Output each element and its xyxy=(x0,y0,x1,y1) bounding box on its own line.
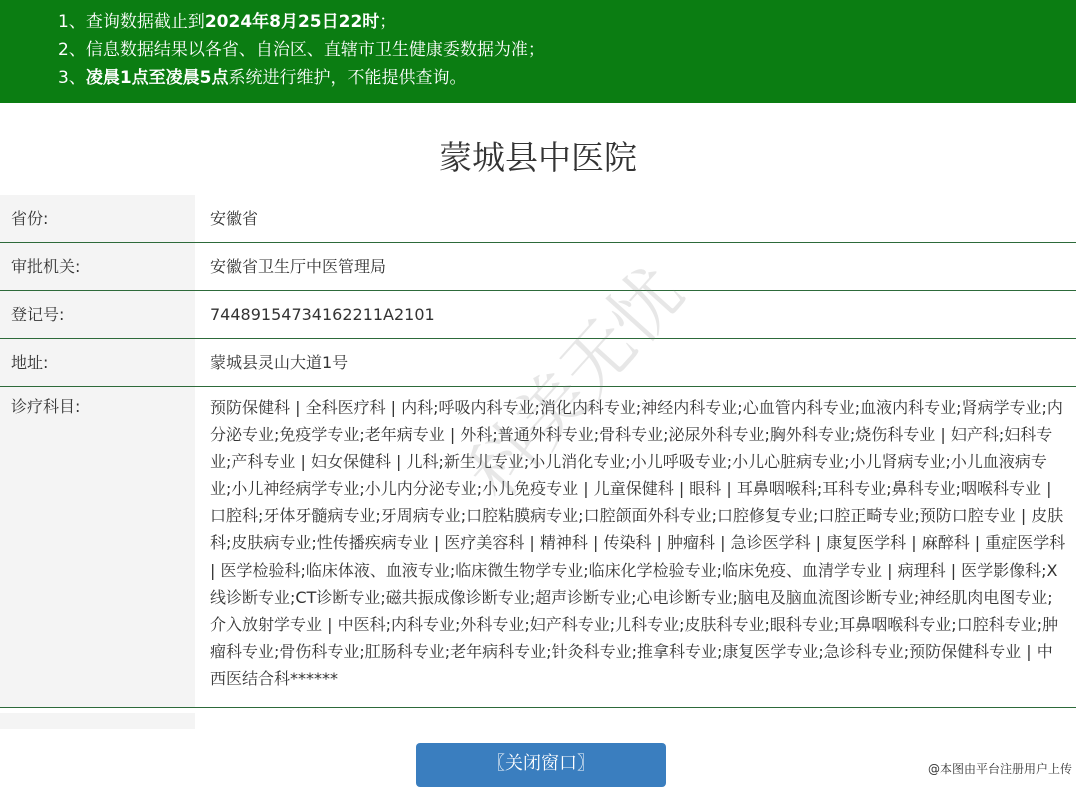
info-row-province xyxy=(0,195,1076,243)
info-label: 登记号: xyxy=(11,305,65,324)
info-row-departments xyxy=(0,387,1076,708)
info-row-empty xyxy=(0,713,1076,729)
info-value: 74489154734162211A2101 xyxy=(210,305,435,324)
close-window-button[interactable]: 〖关闭窗口〗 xyxy=(416,743,666,787)
info-row-address xyxy=(0,339,1076,387)
info-label: 省份: xyxy=(11,209,49,228)
info-value: 蒙城县灵山大道1号 xyxy=(210,353,349,372)
info-table xyxy=(0,195,1076,708)
page-title: 蒙城县中医院 xyxy=(439,138,637,177)
notice-banner xyxy=(0,0,1076,103)
info-value: 预防保健科 | 全科医疗科 | 内科;呼吸内科专业;消化内科专业;神经内科专业;心血管内科专业;血液内科专业;肾病学专业;内分泌专业;免疫学专业;老年病专业 | 外科;普通外科专业;骨科专业;泌尿外科专业;胸外科专业;烧伤科专业 | 妇产科;妇科专业;产科专业 | 妇女保健科 | 儿科;新生儿专业;小儿消化专业;小儿呼吸专业;小儿心脏病专业;小儿肾病专业;小儿血液病专业;小儿神经病学专业;小儿内分泌专业;小儿免疫专业 | 儿童保健科 | 眼科 | 耳鼻咽喉科;耳科专业;鼻科专业;咽喉科专业 | 口腔科;牙体牙髓病专业;牙周病专业;口腔粘膜病专业;口腔颌面外科专业;口腔修复专业;口腔正畸专业;预防口腔专业 | 皮肤科;皮肤病专业;性传播疾病专业 | 医疗美容科 | 精神科 | 传染科 | 肿瘤科 | 急诊医学科 | 康复医学科 | 麻醉科 | 重症医学科 | 医学检验科;临床体液、血液专业;临床微生物学专业;临床化学检验专业;临床免疫、血清学专业 | 病理科 | 医学影像科;X线诊断专业;CT诊断专业;磁共振成像诊断专业;超声诊断专业;心电诊断专业;脑电及脑血流图诊断专业;神经肌肉电图专业;介入放射学专业 | 中医科;内科专业;外科专业;妇产科专业;儿科专业;皮肤科专业;眼科专业;耳鼻咽喉科专业;口腔科专业;肿瘤科专业;骨伤科专业;肛肠科专业;老年病科专业;针灸科专业;推拿科专业;康复医学专业;急诊科专业;预防保健科专业 | 中西医结合科****** xyxy=(210,398,1066,688)
info-row-reg-no xyxy=(0,291,1076,339)
info-row-authority xyxy=(0,243,1076,291)
info-label: 地址: xyxy=(11,353,49,372)
info-label: 诊疗科目: xyxy=(11,397,81,416)
watermark-text: 科美无忧 xyxy=(451,251,700,515)
notice-line-1: 1、查询数据截止到2024年8月25日22时； xyxy=(58,12,397,32)
notice-line-3: 3、凌晨1点至凌晨5点系统进行维护，不能提供查询。 xyxy=(58,68,467,88)
info-value: 安徽省卫生厅中医管理局 xyxy=(210,257,387,276)
info-value: 安徽省 xyxy=(210,209,259,228)
info-label: 审批机关: xyxy=(11,257,81,276)
corner-note: @本图由平台注册用户上传 xyxy=(927,762,1072,776)
notice-line-2: 2、信息数据结果以各省、自治区、直辖市卫生健康委数据为准； xyxy=(58,40,545,60)
